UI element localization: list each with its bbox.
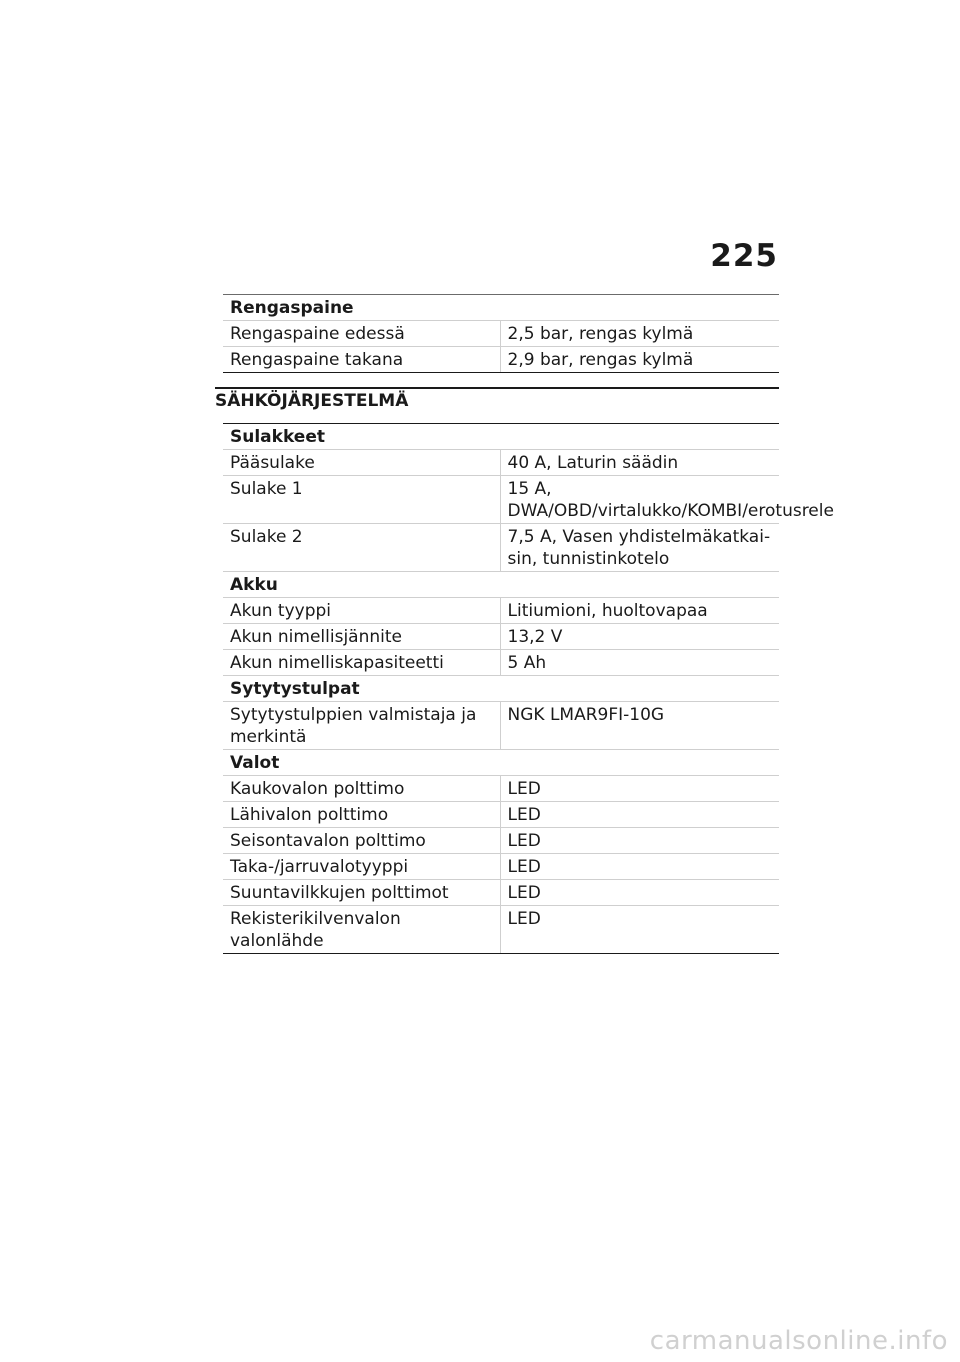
table-row [223,524,779,572]
table-row [223,880,779,906]
row-label: Taka-/jarruvalotyyppi [223,854,500,880]
row-label: Kaukovalon polttimo [223,776,500,802]
group-heading-fuses: Sulakkeet [223,424,779,450]
row-label: Seisontavalon polttimo [223,828,500,854]
row-value: 13,2 V [500,624,779,650]
row-value: LED [500,906,779,954]
table-group-heading [223,295,779,321]
row-value: 15 A, DWA/OBD/virtalukko/KOMBI/erotusrele [500,476,779,524]
spec-content [215,294,834,954]
row-value: LED [500,802,779,828]
table-row [223,854,779,880]
row-value: LED [500,880,779,906]
row-label: Akun nimelliskapasiteetti [223,650,500,676]
row-value: 2,5 bar, rengas kylmä [500,321,779,347]
row-label: Akun nimellisjännite [223,624,500,650]
table-group-heading [223,572,779,598]
table-row [223,476,779,524]
row-value: LED [500,776,779,802]
table-row [223,906,779,954]
table-row [223,702,779,750]
table-row [223,450,779,476]
table-group-heading [223,750,779,776]
row-label: Rekisterikilvenvalon valonlähde [223,906,500,954]
row-label: Sulake 2 [223,524,500,572]
page-number: 225 [710,238,778,274]
table-row [223,776,779,802]
section-title: SÄHKÖJÄRJESTELMÄ [215,387,779,423]
row-value: 5 Ah [500,650,779,676]
table-row [223,828,779,854]
row-label: Rengaspaine takana [223,347,500,373]
table-row [223,624,779,650]
table-group-heading [223,676,779,702]
table-row [223,598,779,624]
row-label: Suuntavilkkujen polttimot [223,880,500,906]
row-label: Sulake 1 [223,476,500,524]
table-row [223,321,779,347]
row-label: Sytytystulppien valmistaja ja merkintä [223,702,500,750]
row-label: Akun tyyppi [223,598,500,624]
row-value: 2,9 bar, rengas kylmä [500,347,779,373]
watermark-link[interactable]: carmanualsonline.info [649,1326,948,1356]
tire-pressure-table [223,294,779,373]
table-row [223,802,779,828]
electrical-table [223,423,834,954]
row-value: LED [500,828,779,854]
group-heading-battery: Akku [223,572,779,598]
row-value: LED [500,854,779,880]
row-value: NGK LMAR9FI-10G [500,702,779,750]
table-group-heading [223,424,779,450]
row-label: Lähivalon polttimo [223,802,500,828]
row-label: Rengaspaine edessä [223,321,500,347]
row-value: 40 A, Laturin säädin [500,450,779,476]
row-value: Litiumioni, huoltovapaa [500,598,779,624]
table-row [223,347,779,373]
table-row [223,650,779,676]
group-heading-tire-pressure: Rengaspaine [223,295,779,321]
group-heading-lights: Valot [223,750,779,776]
row-label: Pääsulake [223,450,500,476]
row-value: 7,5 A, Vasen yhdistelmäkatkai-sin, tunnistinkotelo [500,524,779,572]
group-heading-spark-plugs: Sytytystulpat [223,676,779,702]
